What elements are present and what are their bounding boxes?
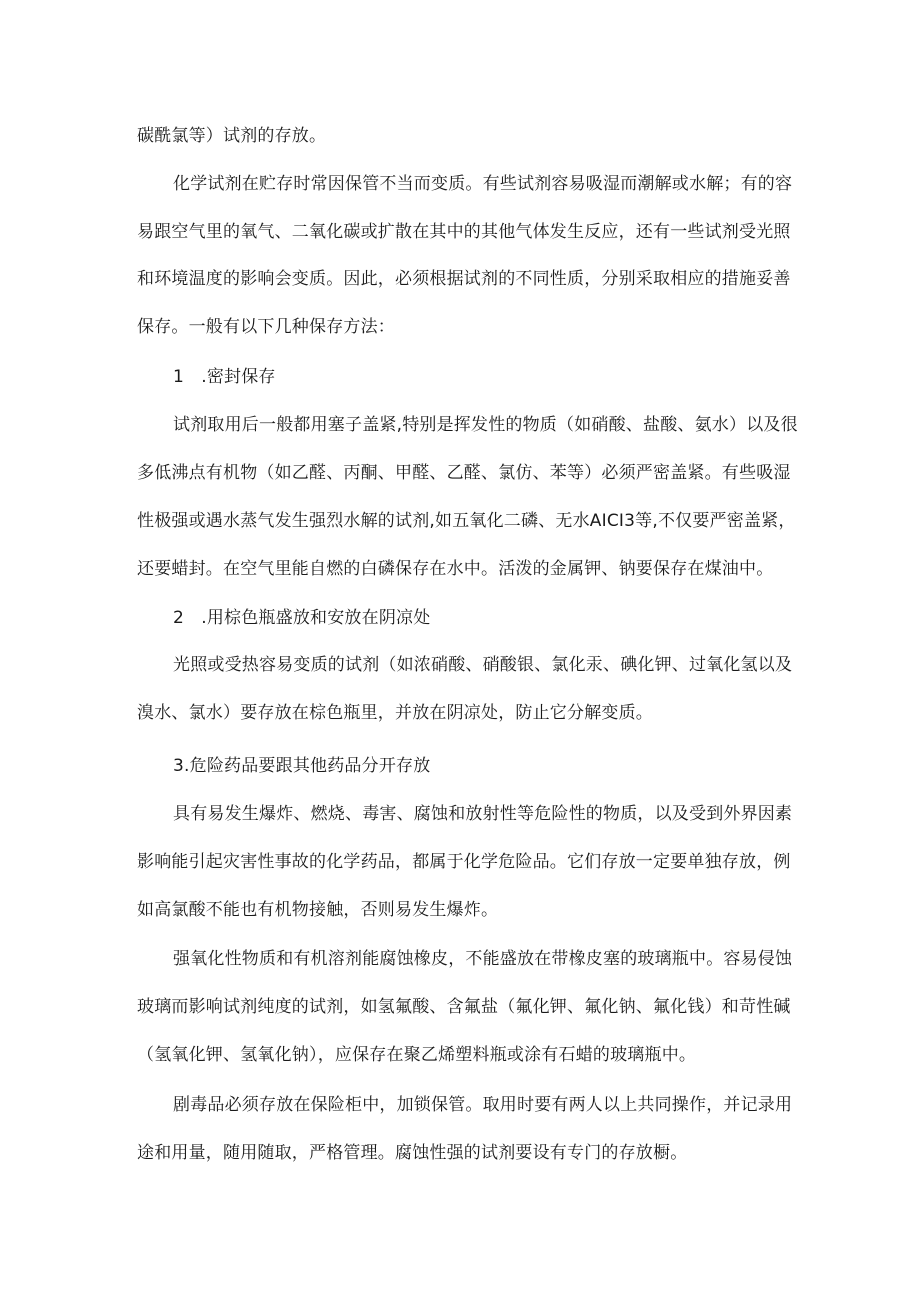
text-line: 具有易发生爆炸、燃烧、毒害、腐蚀和放射性等危险性的物质，以及受到外界因素: [173, 804, 793, 824]
text-line: 玻璃而影响试剂纯度的试剂，如氢氟酸、含氟盐（氟化钾、氟化钠、氟化钱）和苛性碱: [137, 997, 791, 1017]
section-heading: 1 .密封保存: [173, 367, 276, 387]
text-line: （氢氧化钾、氢氧化钠），应保存在聚乙烯塑料瓶或涂有石蜡的玻璃瓶中。: [137, 1045, 697, 1065]
text-line: 保存。一般有以下几种保存方法：: [137, 317, 395, 337]
section-heading: 3.危险药品要跟其他药品分开存放: [173, 756, 431, 776]
text-line: 光照或受热容易变质的试剂（如浓硝酸、硝酸银、氯化汞、碘化钾、过氧化氢以及: [173, 655, 793, 675]
text-line: 多低沸点有机物（如乙醛、丙酮、甲醛、乙醛、氯仿、苯等）必须严密盖紧。有些吸湿: [137, 463, 791, 483]
section-heading: 2 .用棕色瓶盛放和安放在阴凉处: [173, 608, 431, 628]
text-line: 溴水、氯水）要存放在棕色瓶里，并放在阴凉处，防止它分解变质。: [137, 703, 653, 723]
text-line: 如高氯酸不能也有机物接触，否则易发生爆炸。: [137, 900, 499, 920]
text-line: 途和用量，随用随取，严格管理。腐蚀性强的试剂要设有专门的存放橱。: [137, 1143, 688, 1163]
text-line: 易跟空气里的氧气、二氧化碳或扩散在其中的其他气体发生反应，还有一些试剂受光照: [137, 222, 791, 242]
text-line: 化学试剂在贮存时常因保管不当而变质。有些试剂容易吸湿而潮解或水解；有的容: [173, 174, 793, 194]
text-line: 影响能引起灾害性事故的化学药品，都属于化学危险品。它们存放一定要单独存放，例: [137, 852, 791, 872]
text-line: 试剂取用后一般都用塞子盖紧,特别是挥发性的物质（如硝酸、盐酸、氨水）以及很: [173, 415, 798, 435]
text-line: 强氧化性物质和有机溶剂能腐蚀橡皮，不能盛放在带橡皮塞的玻璃瓶中。容易侵蚀: [173, 949, 793, 969]
text-line: 剧毒品必须存放在保险柜中，加锁保管。取用时要有两人以上共同操作，并记录用: [173, 1095, 793, 1115]
text-line: 和环境温度的影响会变质。因此，必须根据试剂的不同性质，分别采取相应的措施妥善: [137, 269, 791, 289]
text-line: 碳酰氯等）试剂的存放。: [137, 126, 327, 146]
text-line: 性极强或遇水蒸气发生强烈水解的试剂,如五氧化二磷、无水AICI3等,不仅要严密盖紧，: [137, 511, 796, 531]
text-line: 还要蜡封。在空气里能自燃的白磷保存在水中。活泼的金属钾、钠要保存在煤油中。: [137, 559, 774, 579]
